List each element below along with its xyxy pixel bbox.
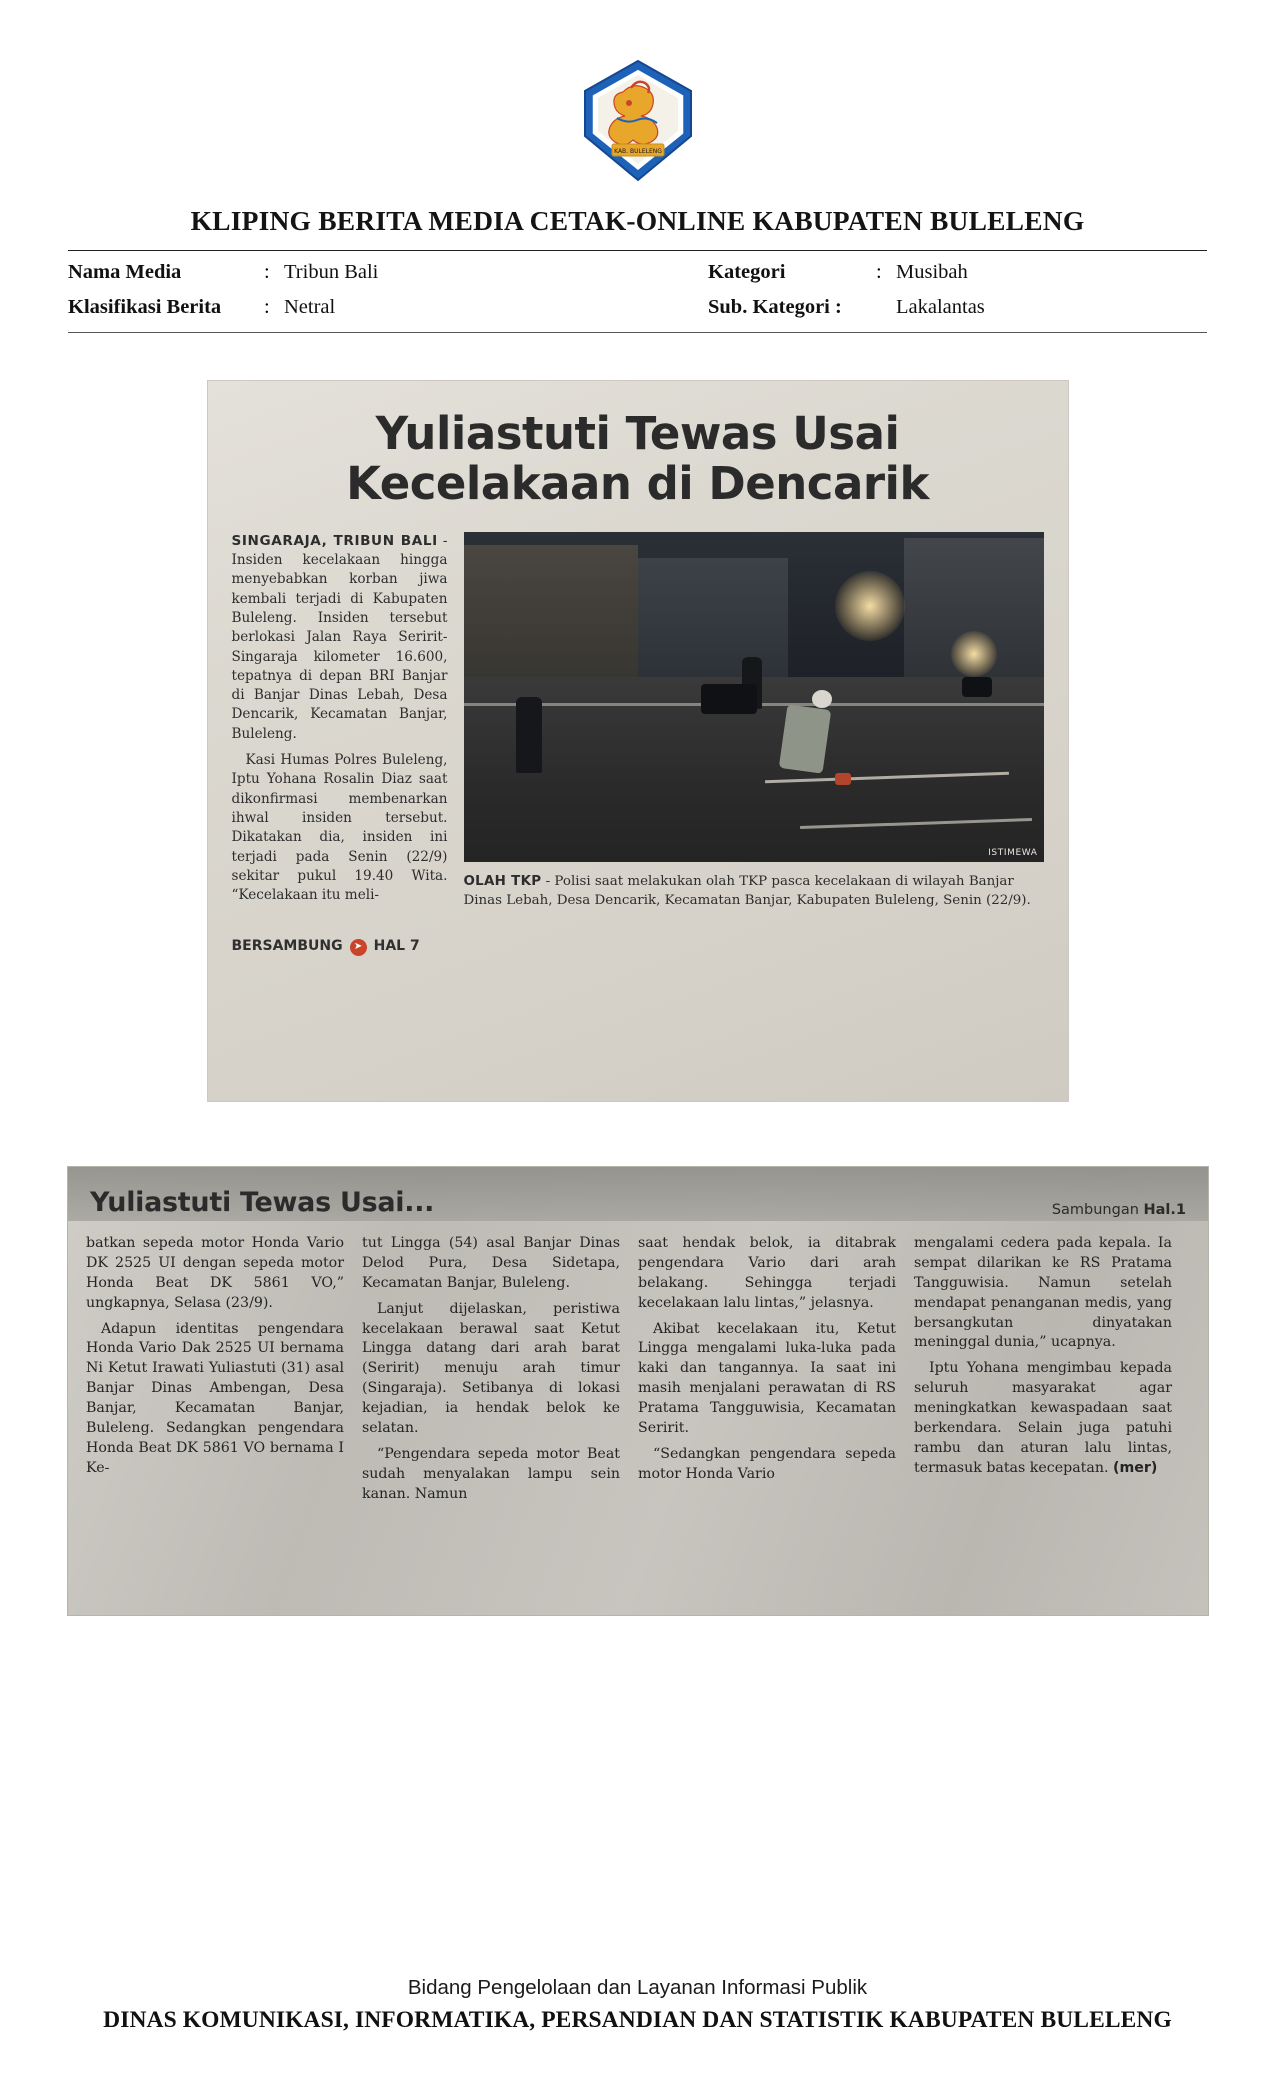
- caption-lead: OLAH TKP: [463, 873, 542, 889]
- article-photo-block: [464, 532, 1044, 958]
- metadata-value-classification: Netral: [284, 296, 336, 318]
- continuation-source-label: Sambungan: [1051, 1202, 1144, 1218]
- continuation-paragraph: saat hendak belok, ia ditabrak pengendara Vario dari arah belakang. Sehingga terjadi kecelakaan lalu lintas,” jelasnya.: [638, 1235, 896, 1311]
- continuation-paragraph: mengalami cedera pada kepala. Ia sempat dilarikan ke RS Pratama Tangguwisia. Namun setelah mendapat penanganan medis, yang bersangkutan dinyatakan meninggal dunia,” ucapnya.: [914, 1235, 1172, 1351]
- photo-caption: [464, 872, 1044, 910]
- article-dateline: SINGARAJA, TRIBUN BALI: [231, 532, 438, 549]
- continuation-paragraph: Lanjut dijelaskan, peristiwa kecelakaan berawal saat Ketut Lingga datang dari arah barat (Seririt) menuju arah timur (Singaraja). Setibanya di lokasi kejadian, ia hendak belok ke selatan.: [362, 1300, 620, 1436]
- buleleng-regency-emblem-icon: [579, 58, 697, 183]
- article-body-2: Kasi Humas Polres Buleleng, Iptu Yohana Rosalin Diaz saat dikonfirmasi membenarkan ihwal insiden tersebut. Dikatakan dia, insiden ini terjadi pada Senin (22/9) sekitar pukul 19.40 Wita. “Kecelakaan itu meli-: [231, 752, 448, 904]
- continuation-paragraph: Akibat kecelakaan itu, Ketut Lingga mengalami luka-luka pada kaki dan tangannya. Ia saat ini masih menjalani perawatan di RS Pratama Tangguwisia, Kecamatan Seririt.: [638, 1320, 896, 1436]
- metadata-value-media: Tribun Bali: [284, 261, 379, 283]
- newspaper-clipping-page7: [68, 1167, 1208, 1615]
- article-column-1: [232, 532, 448, 958]
- metadata-column-left: [68, 261, 708, 319]
- photo-credit: ISTIMEWA: [988, 847, 1038, 858]
- continuation-title: Yuliastuti Tewas Usai...: [90, 1187, 435, 1218]
- metadata-row-category: [708, 261, 1207, 284]
- svg-text:KAB. BULELENG: KAB. BULELENG: [613, 148, 662, 155]
- continuation-paragraph: “Pengendara sepeda motor Beat sudah menyalakan lampu sein kanan. Namun: [362, 1445, 620, 1502]
- metadata-label-subcategory: Sub. Kategori :: [708, 296, 842, 318]
- headline-line-1: Yuliastuti Tewas Usai: [375, 407, 900, 460]
- headline-line-2: Kecelakaan di Dencarik: [346, 457, 929, 511]
- continuation-paragraph: Adapun identitas pengendara Honda Vario Dak 2525 UI bernama Ni Ketut Irawati Yuliastuti (31) asal Banjar Dinas Ambengan, Desa Banjar, Kecamatan Banjar, Buleleng. Sedangkan pengendara Honda Beat DK 5861 VO bernama I Ke-: [86, 1320, 344, 1476]
- metadata-colon: :: [876, 261, 882, 283]
- continuation-paragraph: batkan sepeda motor Honda Vario DK 2525 UI dengan sepeda motor Honda Beat DK 5861 VO,” ungkapnya, Selasa (23/9).: [86, 1235, 344, 1311]
- metadata-value-category: Musibah: [896, 261, 968, 283]
- continuation-source: [1052, 1202, 1186, 1218]
- continuation-column-1: [86, 1234, 344, 1510]
- continuation-paragraph: “Sedangkan pengendara sepeda motor Honda Vario: [638, 1445, 896, 1482]
- article-paragraph: [232, 532, 448, 744]
- page-title: KLIPING BERITA MEDIA CETAK-ONLINE KABUPATEN BULELENG: [190, 205, 1085, 236]
- metadata-label-media: Nama Media: [68, 261, 182, 283]
- logo-container: [68, 0, 1207, 183]
- arrow-right-icon: ➤: [350, 939, 367, 956]
- continuation-body: Iptu Yohana mengimbau kepada seluruh masyarakat agar meningkatkan kewaspadaan saat berkendara. Selain juga patuhi rambu dan aturan lalu lintas, termasuk batas kecepatan.: [914, 1360, 1172, 1476]
- continuation-paragraph: tut Lingga (54) asal Banjar Dinas Delod Pura, Desa Sidetapa, Kecamatan Banjar, Buleleng.: [362, 1235, 620, 1291]
- continued-page: HAL 7: [373, 938, 420, 955]
- continuation-paragraph: [914, 1359, 1172, 1478]
- page-footer: [0, 1976, 1275, 2034]
- metadata-label-category: Kategori: [708, 261, 786, 283]
- metadata-colon: :: [264, 296, 270, 318]
- metadata-row-classification: [68, 296, 708, 319]
- metadata-colon: :: [264, 261, 270, 283]
- article-body-1: - Insiden kecelakaan hingga menyebabkan korban jiwa kembali terjadi di Kabupaten Buleleng. Insiden tersebut berlokasi Jalan Raya Seririt-Singaraja kilometer 16.600, tepatnya di depan BRI Banjar di Banjar Dinas Lebah, Desa Dencarik, Kecamatan Banjar, Buleleng.: [231, 532, 448, 742]
- continuation-header: [86, 1179, 1190, 1218]
- metadata-value-subcategory: Lakalantas: [896, 296, 985, 318]
- metadata-column-right: [708, 261, 1207, 319]
- continued-notice: [232, 937, 448, 957]
- article-headline: [232, 403, 1044, 510]
- divider-top: [68, 250, 1207, 251]
- metadata-row-subcategory: [708, 296, 1207, 319]
- divider-bottom: [68, 332, 1207, 333]
- continuation-column-2: [362, 1234, 620, 1510]
- continuation-column-3: [638, 1234, 896, 1510]
- continuation-column-4: [914, 1234, 1172, 1510]
- article-byline: (mer): [1113, 1459, 1158, 1476]
- metadata-row-media: [68, 261, 708, 284]
- continued-label: BERSAMBUNG: [231, 938, 343, 955]
- metadata-label-classification: Klasifikasi Berita: [68, 296, 222, 318]
- metadata-table: [68, 261, 1207, 319]
- footer-line-1: Bidang Pengelolaan dan Layanan Informasi Publik: [407, 1976, 868, 1999]
- newspaper-clipping-page1: [208, 381, 1068, 1101]
- continuation-source-page: Hal.1: [1143, 1202, 1186, 1218]
- footer-line-2: DINAS KOMUNIKASI, INFORMATIKA, PERSANDIAN DAN STATISTIK KABUPATEN BULELENG: [103, 2007, 1172, 2033]
- caption-text: - Polisi saat melakukan olah TKP pasca kecelakaan di wilayah Banjar Dinas Lebah, Desa Dencarik, Kecamatan Banjar, Kabupaten Buleleng, Senin (22/9).: [463, 873, 1031, 908]
- accident-scene-photo: [464, 532, 1044, 862]
